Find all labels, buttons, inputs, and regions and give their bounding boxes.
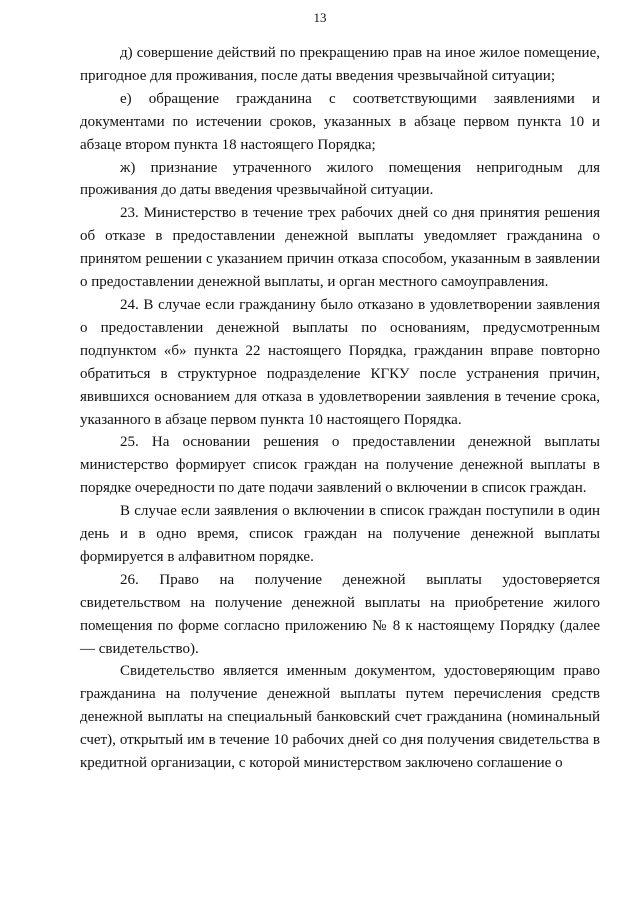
document-body [80,42,600,775]
paragraph-item-zh: ж) признание утраченного жилого помещения непригодным для проживания до даты введения чрезвычайной ситуации. [80,159,600,199]
paragraph-clause-24: 24. В случае если гражданину было отказано в удовлетворении заявления о предоставлении денежной выплаты по основаниям, предусмотренным подпунктом «б» пункта 22 настоящего Порядка, гражданин вправе повторно обратиться в структурное подразделение КГКУ после устранения причин, явившихся основанием для отказа в удовлетворении заявления в течение срока, указанного в абзаце первом пункта 10 настоящего Порядка. [80,296,600,428]
paragraph-clause-25: 25. На основании решения о предоставлении денежной выплаты министерство формирует список граждан на получение денежной выплаты в порядке очередности по дате подачи заявлений о включении в список граждан. [80,434,600,497]
paragraph-item-e: е) обращение гражданина с соответствующими заявлениями и документами по истечении сроков, указанных в абзаце первом пункта 10 и абзаце втором пункта 18 настоящего Порядка; [80,90,600,153]
paragraph-clause-25-part-2: В случае если заявления о включении в список граждан поступили в один день и в одно время, список граждан на получение денежной выплаты формируется в алфавитном порядке. [80,503,600,565]
paragraph-clause-23: 23. Министерство в течение трех рабочих дней со дня принятия решения об отказе в предоставлении денежной выплаты уведомляет гражданина о принятом решении с указанием причин отказа способом, указанным в заявлении о предоставлении денежной выплаты, и орган местного самоуправления. [80,205,600,291]
page-number: 13 [313,10,327,25]
paragraph-clause-26-part-2: Свидетельство является именным документом, удостоверяющим право гражданина на получение денежной выплаты путем перечисления средств денежной выплаты на специальный банковский счет гражданина (номинальный счет), открытый им в течение 10 рабочих дней со дня получения свидетельства в кредитной организации, с которой министерством заключено соглашение о [80,663,600,772]
paragraph-clause-26: 26. Право на получение денежной выплаты удостоверяется свидетельством на получение денежной выплаты на приобретение жилого помещения по форме согласно приложению № 8 к настоящему Порядку (далее — свидетельство). [80,571,600,657]
paragraph-item-d: д) совершение действий по прекращению прав на иное жилое помещение, пригодное для проживания, после даты введения чрезвычайной ситуации; [80,45,600,84]
